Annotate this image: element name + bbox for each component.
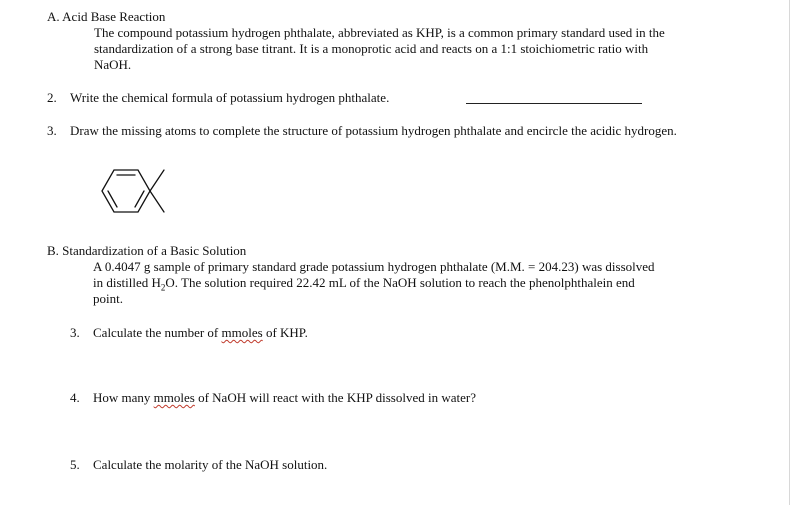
question-b4-text-start: How many [93,390,154,405]
question-b4-text [93,390,476,406]
question-b5-text: Calculate the molarity of the NaOH solution. [93,457,328,472]
question-b3-text [93,325,308,341]
question-a2-number: 2. [47,90,57,105]
question-b4-text-end: of NaOH will react with the KHP dissolved in water? [194,390,476,405]
section-a-intro [94,25,665,73]
water-subscript: 2 [160,282,166,293]
question-b3-text-end: of KHP. [262,325,308,340]
section-a-intro-line-3: NaOH. [94,57,132,72]
section-b-intro [93,259,655,307]
intro-line-2-end: O. The solution required 22.42 mL of the NaOH solution to reach the phenolphthalein end [165,275,635,290]
spellcheck-flag-mmoles: mmoles [153,390,195,405]
question-b5-number: 5. [70,457,80,472]
section-b-intro-line-1: A 0.4047 g sample of primary standard grade potassium hydrogen phthalate (M.M. = 204.23) was dissolved [93,259,655,274]
section-b-heading: B. Standardization of a Basic Solution [47,243,247,258]
question-a3-text: Draw the missing atoms to complete the structure of potassium hydrogen phthalate and encircle the acidic hydrogen. [70,123,677,138]
intro-line-2-start: in distilled H [93,275,161,290]
question-b3-number: 3. [70,325,80,340]
section-a-intro-line-1: The compound potassium hydrogen phthalate, abbreviated as KHP, is a common primary standard used in the [94,25,665,40]
benzene-ring [102,170,150,212]
question-a2-text: Write the chemical formula of potassium hydrogen phthalate. [70,90,390,105]
section-b-intro-line-2 [93,275,655,291]
formula-answer-line[interactable] [466,103,642,104]
section-a-heading: A. Acid Base Reaction [47,9,166,24]
phthalate-skeleton-structure [98,164,178,220]
spellcheck-flag-mmoles: mmoles [221,325,263,340]
question-b3-text-start: Calculate the number of [93,325,222,340]
question-b4-number: 4. [70,390,80,405]
substituent-bond-lower [150,191,164,212]
question-a3-number: 3. [47,123,57,138]
section-b-intro-line-3: point. [93,291,123,306]
substituent-bond-upper [150,170,164,191]
section-a-intro-line-2: standardization of a strong base titrant. It is a monoprotic acid and reacts on a 1:1 stoichiometric ratio with [94,41,649,56]
